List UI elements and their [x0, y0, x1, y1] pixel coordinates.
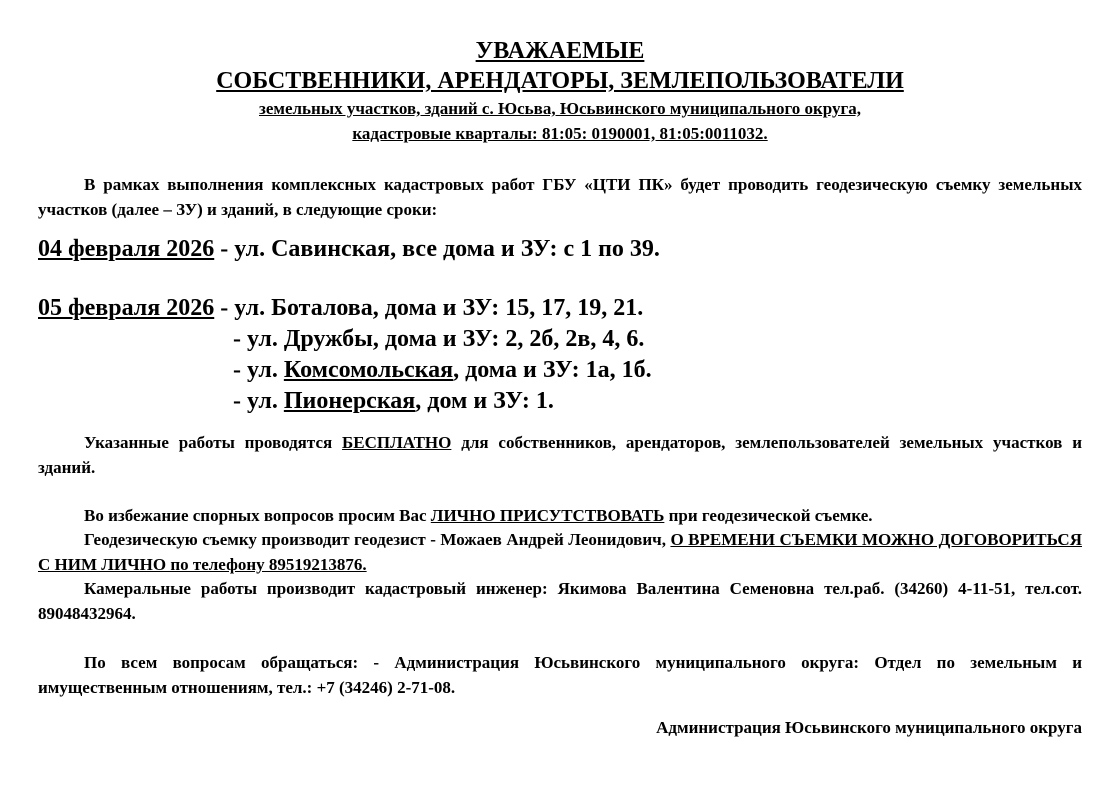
schedule-item-5-prefix: - ул.	[233, 388, 284, 414]
schedule-row-3: - ул. Дружбы, дома и ЗУ: 2, 2б, 2в, 4, 6.	[233, 326, 645, 352]
schedule-item-2: - ул. Боталова, дома и ЗУ: 15, 17, 19, 21.	[214, 295, 644, 321]
schedule-item-4-rest: , дома и ЗУ: 1а, 1б.	[453, 357, 652, 383]
presence-text-after: при геодезической съемке.	[664, 506, 873, 525]
signature: Администрация Юсьвинского муниципального округа	[656, 718, 1082, 737]
schedule-item-5-street: Пионерская	[283, 388, 416, 414]
geodesist-emphasis: О ВРЕМЕНИ СЪЕМКИ МОЖНО ДОГОВОРИТЬСЯ С НИМ ЛИЧНО по телефону 89519213876.	[38, 530, 1082, 574]
free-text-before: Указанные работы проводятся	[84, 433, 343, 452]
intro-paragraph: В рамках выполнения комплексных кадастровых работ ГБУ «ЦТИ ПК» будет проводить геодезическую съемку земельных участков (далее – ЗУ) и зданий, в следующие сроки:	[38, 175, 1082, 219]
presence-paragraph	[38, 503, 1082, 528]
heading-cadastral-quarters: кадастровые кварталы: 81:05: 0190001, 81:05:0011032.	[352, 124, 768, 143]
schedule-row-5	[233, 386, 554, 416]
schedule-date-1: 04 февраля 2026	[38, 236, 215, 262]
cameral-paragraph: Камеральные работы производит кадастровый инженер: Якимова Валентина Семеновна тел.раб. (34260) 4-11-51, тел.сот. 89048432964.	[38, 579, 1082, 623]
schedule-row-4	[233, 355, 652, 385]
presence-text-before: Во избежание спорных вопросов просим Вас	[84, 506, 431, 525]
presence-emphasis: ЛИЧНО ПРИСУТСТВОВАТЬ	[430, 506, 665, 525]
geodesist-paragraph	[38, 527, 1082, 577]
heading-line-3: земельных участков, зданий с. Юсьва, Юсьвинского муниципального округа,	[259, 99, 861, 118]
schedule-item-4-prefix: - ул.	[233, 357, 284, 383]
schedule-date-2: 05 февраля 2026	[38, 295, 215, 321]
schedule-row-1	[38, 234, 660, 264]
free-text-after: для собственников, арендаторов, землепользователей земельных участков и зданий.	[38, 433, 1082, 477]
schedule-item-1: - ул. Савинская, все дома и ЗУ: с 1 по 39.	[214, 236, 660, 262]
free-emphasis: БЕСПЛАТНО	[342, 433, 452, 452]
schedule-item-5-rest: , дом и ЗУ: 1.	[415, 388, 554, 414]
contact-paragraph: По всем вопросам обращаться: - Администрация Юсьвинского муниципального округа: Отдел по земельным и имущественным отношениям, тел.: +7 (34246) 2-71-08.	[38, 653, 1082, 697]
free-of-charge-paragraph	[38, 430, 1082, 480]
heading-line-1: УВАЖАЕМЫЕ	[475, 38, 645, 64]
schedule-item-4-street: Комсомольская	[283, 357, 454, 383]
schedule-row-2	[38, 293, 643, 323]
heading-line-2: СОБСТВЕННИКИ, АРЕНДАТОРЫ, ЗЕМЛЕПОЛЬЗОВАТЕЛИ	[216, 68, 904, 94]
geodesist-text-before: Геодезическую съемку производит геодезист - Можаев Андрей Леонидович,	[84, 530, 671, 549]
